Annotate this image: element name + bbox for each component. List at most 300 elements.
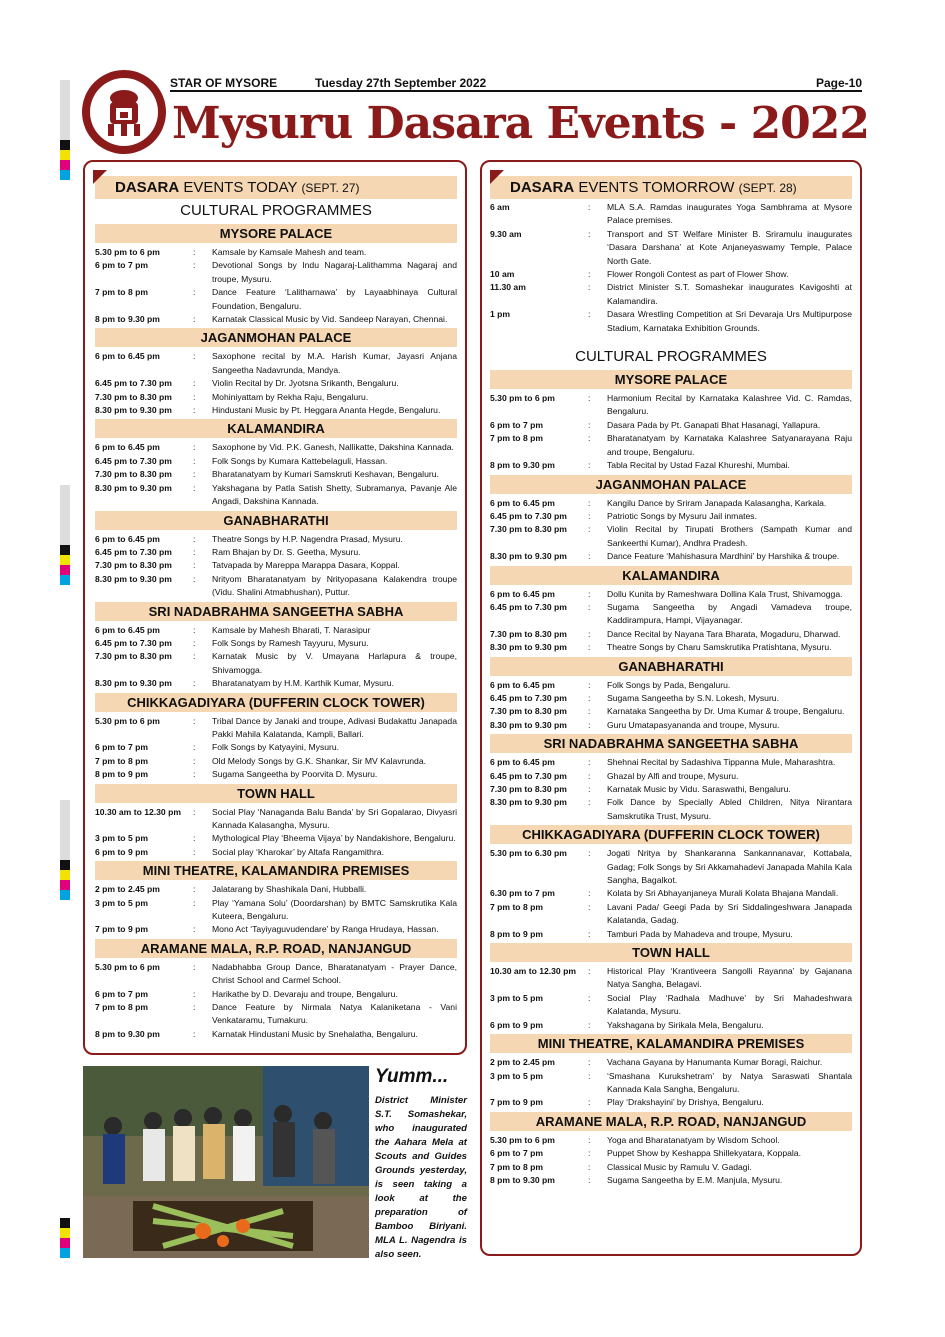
event-description: Harikathe by D. Devaraju and troupe, Bengaluru. (212, 988, 398, 999)
event-time: 7 pm to 8 pm (95, 1002, 149, 1013)
event-row (95, 806, 457, 833)
event-row (490, 965, 852, 992)
event-row (95, 573, 457, 600)
venue-heading: SRI NADABRAHMA SANGEETHA SABHA (95, 602, 457, 621)
separator: : (193, 1002, 196, 1013)
separator: : (193, 391, 196, 402)
event-description: ‘Smashana Kurukshetram’ by Natya Saraswati Shantala Kannada Kala Sangha, Bengaluru. (607, 1070, 852, 1094)
event-time: 6.45 pm to 7.30 pm (490, 601, 567, 612)
events-today-heading: DASARA EVENTS TODAY (SEPT. 27) (95, 176, 457, 199)
separator: : (588, 928, 591, 939)
separator: : (193, 924, 196, 935)
separator: : (588, 628, 591, 639)
separator: : (588, 1134, 591, 1145)
event-time: 6 pm to 6.45 pm (95, 533, 160, 544)
event-time: 7.30 pm to 8.30 pm (490, 706, 567, 717)
event-row (490, 887, 852, 900)
separator: : (588, 757, 591, 768)
event-time: 5.30 pm to 6 pm (95, 715, 160, 726)
event-time: 10 am (490, 269, 515, 280)
event-description: Puppet Show by Keshappa Shillekyatara, Koppala. (607, 1148, 801, 1159)
event-time: 8 pm to 9.30 pm (490, 460, 555, 471)
event-description: Guru Umatapasyananda and troupe, Mysuru. (607, 719, 780, 730)
event-time: 6.45 pm to 7.30 pm (490, 770, 567, 781)
event-row (95, 677, 457, 690)
event-row (95, 533, 457, 546)
event-time: 8.30 pm to 9.30 pm (490, 719, 567, 730)
event-description: District Minister S.T. Somashekar inaugurates Kavigoshti at Kalamandira. (607, 282, 852, 306)
corner-flag-icon (93, 170, 107, 184)
separator: : (588, 228, 591, 239)
event-row (490, 847, 852, 887)
separator: : (193, 988, 196, 999)
separator: : (588, 642, 591, 653)
separator: : (588, 797, 591, 808)
event-time: 5.30 pm to 6 pm (95, 247, 160, 257)
event-description: Kolata by Sri Abhayanjaneya Murali Kolata Bhajana Mandali. (607, 888, 839, 899)
event-description: Dasara Pada by Pt. Ganapati Bhat Hasanagi, Yallapura. (607, 419, 821, 430)
event-description: Dance Feature ‘Lalitharnawa’ by Layaabhinaya Cultural Foundation, Bengaluru. (212, 287, 457, 311)
event-row (490, 796, 852, 823)
page-number: Page-10 (815, 76, 862, 90)
today-venue-list (95, 224, 457, 1041)
event-time: 6 pm to 9 pm (95, 846, 149, 857)
event-row (490, 268, 852, 281)
event-row (95, 404, 457, 417)
event-row (490, 1174, 852, 1187)
event-time: 1 pm (490, 309, 511, 320)
event-time: 8 pm to 9.30 pm (490, 1174, 555, 1185)
separator: : (193, 405, 196, 416)
event-row (490, 281, 852, 308)
event-row (95, 441, 457, 454)
event-time: 5.30 pm to 6 pm (490, 1134, 555, 1145)
event-row (490, 1147, 852, 1160)
separator: : (193, 442, 196, 453)
event-time: 2 pm to 2.45 pm (490, 1057, 555, 1068)
separator: : (193, 637, 196, 648)
event-time: 6 pm to 6.45 pm (95, 351, 160, 362)
separator: : (588, 393, 591, 404)
separator: : (193, 546, 196, 557)
event-description: Bharatanatyam by Kumari Samskruti Keshavan, Bengaluru. (212, 469, 439, 480)
separator: : (193, 455, 196, 466)
event-time: 5.30 pm to 6.30 pm (490, 848, 567, 859)
event-description: Bharatanatyam by H.M. Karthik Kumar, Mysuru. (212, 678, 394, 689)
event-description: Mohiniyattam by Rekha Raju, Bengaluru. (212, 391, 369, 402)
event-row (490, 692, 852, 705)
event-time: 3 pm to 5 pm (95, 897, 149, 908)
venue-heading: JAGANMOHAN PALACE (95, 328, 457, 347)
separator: : (193, 260, 196, 271)
event-row (490, 1161, 852, 1174)
event-description: Saxophone by Vid. P.K. Ganesh, Nallikatte, Dakshina Kannada. (212, 442, 454, 453)
event-description: MLA S.A. Ramdas inaugurates Yoga Sambhrama at Mysore Palace premises. (607, 202, 852, 226)
event-row (490, 1070, 852, 1097)
event-row (95, 455, 457, 468)
venue-heading: SRI NADABRAHMA SANGEETHA SABHA (490, 734, 852, 753)
photo-caption-heading: Yumm... (375, 1066, 449, 1087)
venue-heading: ARAMANE MALA, R.P. ROAD, NANJANGUD (490, 1112, 852, 1131)
event-description: Classical Music by Ramulu V. Gadagi. (607, 1161, 752, 1172)
separator: : (588, 1174, 591, 1185)
tomorrow-venue-list (490, 370, 852, 1187)
separator: : (193, 806, 196, 817)
newspaper-name: STAR OF MYSORE (170, 76, 278, 90)
event-description: Karnatak Hindustani Music by Snehalatha, Bengaluru. (212, 1028, 418, 1039)
event-time: 6.45 pm to 7.30 pm (490, 692, 567, 703)
event-description: Patriotic Songs by Mysuru Jail inmates. (607, 510, 757, 521)
separator: : (193, 678, 196, 689)
photo-caption (375, 1066, 467, 1262)
event-row (490, 432, 852, 459)
event-row (490, 510, 852, 523)
venue-heading: KALAMANDIRA (95, 419, 457, 438)
event-description: Dollu Kunita by Rameshwara Dollina Kala Trust, Shivamogga. (607, 588, 843, 599)
venue-heading: JAGANMOHAN PALACE (490, 475, 852, 494)
event-row (490, 679, 852, 692)
separator: : (588, 1148, 591, 1159)
separator: : (588, 282, 591, 293)
separator: : (193, 378, 196, 389)
event-row (490, 756, 852, 769)
separator: : (588, 888, 591, 899)
event-time: 8.30 pm to 9.30 pm (490, 797, 567, 808)
event-description: Devotional Songs by Indu Nagaraj-Lalithamma Nagaraj and troupe, Mysuru. (212, 260, 457, 284)
event-row (95, 546, 457, 559)
event-row (490, 1019, 852, 1032)
separator: : (588, 551, 591, 562)
event-description: Saxophone recital by M.A. Harish Kumar, Jayasri Anjana Sangeetha Nadavrunda, Mandya. (212, 351, 457, 375)
event-time: 6 pm to 6.45 pm (490, 588, 555, 599)
separator: : (193, 715, 196, 726)
bamboo-biriyani-photo (83, 1066, 369, 1258)
event-description: Vachana Gayana by Hanumanta Kumar Boragi, Raichur. (607, 1057, 823, 1068)
events-today-panel (83, 160, 467, 1055)
event-row (95, 468, 457, 481)
event-description: Karnatak Classical Music by Vid. Sandeep Narayan, Chennai. (212, 314, 448, 325)
event-description: Folk Songs by Ramesh Tayyuru, Mysuru. (212, 637, 369, 648)
separator: : (588, 1057, 591, 1068)
event-time: 3 pm to 5 pm (95, 833, 149, 844)
event-row (95, 1028, 457, 1041)
event-description: Historical Play ‘Krantiveera Sangolli Rayanna’ by Gajanana Natya Sangha, Belagavi. (607, 966, 852, 990)
event-row (490, 588, 852, 601)
venue-heading: GANABHARATHI (490, 657, 852, 676)
separator: : (193, 482, 196, 493)
registration-marks-lower (60, 800, 70, 900)
events-tomorrow-panel (480, 160, 862, 1256)
event-description: Tribal Dance by Janaki and troupe, Adivasi Budakattu Janapada Pakki Mahila Kalatanda, Kampli, Ballari. (212, 715, 457, 739)
event-time: 7.30 pm to 8.30 pm (490, 524, 567, 535)
event-row (95, 1001, 457, 1028)
event-description: Nrityom Bharatanatyam by Nrityopasana Kalakendra troupe (Vidu. Shalini Atmabhushan), Puttur. (212, 573, 457, 598)
event-description: Mono Act ‘Tayiyaguvudendare’ by Ranga Hrudaya, Hassan. (212, 924, 439, 935)
event-description: Tabla Recital by Ustad Fazal Khureshi, Mumbai. (607, 460, 790, 471)
event-description: Folk Songs by Kumara Kattebelaguli, Hassan. (212, 455, 388, 466)
event-time: 8.30 pm to 9.30 pm (95, 482, 172, 493)
separator: : (193, 769, 196, 780)
event-row (95, 846, 457, 859)
event-description: Sugama Sangeetha by S.N. Lokesh, Mysuru. (607, 692, 779, 703)
venue-heading: ARAMANE MALA, R.P. ROAD, NANJANGUD (95, 939, 457, 958)
event-row (95, 391, 457, 404)
event-row (490, 783, 852, 796)
photo-caption-text: District Minister S.T. Somashekar, who inaugurated the Aahara Mela at Scouts and Guides Grounds yesterday, is seen taking a look at the preparation of Bamboo Biriyani. MLA L. Nagendra is also seen. (375, 1095, 467, 1260)
separator: : (193, 573, 196, 584)
event-row (95, 988, 457, 1001)
venue-heading: KALAMANDIRA (490, 566, 852, 585)
event-time: 11.30 am (490, 282, 526, 293)
event-description: Yakshagana by Patla Satish Shetty, Subramanya, Pavanje Ale Angadi, Dakshina Kannada. (212, 482, 457, 507)
event-row (490, 419, 852, 432)
separator: : (193, 755, 196, 766)
event-time: 6 pm to 7 pm (95, 260, 149, 271)
event-row (95, 482, 457, 509)
event-time: 6.45 pm to 7.30 pm (95, 455, 172, 466)
event-time: 7.30 pm to 8.30 pm (490, 784, 567, 794)
event-time: 7.30 pm to 8.30 pm (95, 560, 172, 571)
event-time: 6.45 pm to 7.30 pm (95, 546, 172, 557)
event-row (490, 928, 852, 941)
dasara-logo-icon (80, 68, 168, 156)
event-row (490, 308, 852, 335)
event-row (490, 459, 852, 472)
event-description: Sugama Sangeetha by Angadi Vamadeva troupe, Kaddirampura, Hampi, Vijayanagar. (607, 601, 852, 626)
venue-heading: TOWN HALL (95, 784, 457, 803)
event-description: Social Play ‘Nanaganda Balu Banda’ by Sri Gopalarao, Divyasri Kannada Kalasangha, Mysuru. (212, 806, 457, 830)
event-time: 6 pm to 6.45 pm (95, 624, 160, 635)
event-row (490, 705, 852, 718)
separator: : (588, 433, 591, 444)
events-tomorrow-heading: DASARA EVENTS TOMORROW (SEPT. 28) (490, 176, 852, 199)
event-time: 6.45 pm to 7.30 pm (490, 510, 567, 521)
venue-heading: TOWN HALL (490, 943, 852, 962)
separator: : (588, 510, 591, 521)
event-description: Hindustani Music by Pt. Heggara Ananta Hegde, Bengaluru. (212, 405, 441, 416)
event-description: Kangilu Dance by Sriram Janapada Kalasangha, Karkala. (607, 497, 827, 508)
separator: : (193, 897, 196, 908)
event-description: Karnatak Music by Vidu. Saraswathi, Bengaluru. (607, 784, 791, 794)
event-time: 7 pm to 8 pm (490, 1161, 544, 1172)
event-time: 8.30 pm to 9.30 pm (95, 678, 172, 689)
event-description: Harmonium Recital by Karnataka Kalashree Vid. C. Ramdas, Bengaluru. (607, 393, 852, 417)
event-description: Violin Recital by Dr. Jyotsna Srikanth, Bengaluru. (212, 378, 399, 389)
event-time: 8 pm to 9 pm (490, 928, 544, 939)
separator: : (193, 469, 196, 480)
event-description: Dance Feature ‘Mahishasura Mardhini’ by Harshika & troupe. (607, 551, 840, 562)
separator: : (588, 269, 591, 280)
separator: : (588, 692, 591, 703)
separator: : (588, 1161, 591, 1172)
event-time: 7 pm to 8 pm (95, 755, 149, 766)
event-time: 7.30 pm to 8.30 pm (95, 391, 172, 402)
cultural-programmes-title: CULTURAL PROGRAMMES (575, 348, 767, 366)
event-time: 7.30 pm to 8.30 pm (490, 628, 567, 639)
event-row (95, 715, 457, 742)
event-description: Bharatanatyam by Karnataka Kalashree Satyanarayana Raju and troupe, Bengaluru. (607, 433, 852, 457)
separator: : (193, 846, 196, 857)
event-row (490, 992, 852, 1019)
event-row (490, 497, 852, 510)
event-description: Flower Rongoli Contest as part of Flower Show. (607, 269, 789, 280)
event-time: 6 pm to 7 pm (95, 742, 149, 753)
separator: : (588, 1019, 591, 1030)
event-row (490, 550, 852, 563)
separator: : (588, 497, 591, 508)
event-row (95, 624, 457, 637)
venue-heading: MINI THEATRE, KALAMANDIRA PREMISES (95, 861, 457, 880)
separator: : (588, 992, 591, 1003)
event-description: Folk Dance by Specially Abled Children, Nitya Nirantara Samskrutika Trust, Mysuru. (607, 797, 852, 821)
event-description: Folk Songs by Katyayini, Mysuru. (212, 742, 340, 753)
event-description: Violin Recital by Tirupati Brothers (Sampath Kumar and Sankeerthi Kumar), Andhra Pradesh. (607, 524, 852, 548)
separator: : (193, 742, 196, 753)
event-time: 7 pm to 8 pm (490, 901, 544, 912)
event-description: Yakshagana by Sirikala Mela, Bengaluru. (607, 1019, 764, 1030)
separator: : (193, 560, 196, 571)
event-time: 6 pm to 6.45 pm (490, 497, 555, 508)
separator: : (588, 1097, 591, 1108)
event-row (490, 901, 852, 928)
event-time: 6.30 pm to 7 pm (490, 888, 555, 899)
event-row (490, 201, 852, 228)
event-row (490, 601, 852, 628)
event-description: Play ‘Drakshayini’ by Drishya, Bengaluru. (607, 1097, 764, 1108)
event-time: 6 pm to 9 pm (490, 1019, 544, 1030)
separator: : (588, 770, 591, 781)
event-row (490, 228, 852, 268)
event-description: Shehnai Recital by Sadashiva Tippanna Mule, Maharashtra. (607, 757, 836, 768)
event-description: Kamsale by Kamsale Mahesh and team. (212, 247, 367, 257)
event-row (95, 961, 457, 988)
event-time: 5.30 pm to 6 pm (95, 961, 160, 972)
separator: : (193, 287, 196, 298)
venue-heading: GANABHARATHI (95, 511, 457, 530)
corner-flag-icon (490, 170, 504, 184)
event-description: Kamsale by Mahesh Bharati, T. Narasipur (212, 624, 371, 635)
event-description: Theatre Songs by H.P. Nagendra Prasad, Mysuru. (212, 533, 403, 544)
separator: : (588, 588, 591, 599)
event-row (95, 350, 457, 377)
event-time: 6 am (490, 202, 510, 212)
event-description: Folk Songs by Pada, Bengaluru. (607, 679, 731, 690)
event-row (490, 719, 852, 732)
event-time: 7.30 pm to 8.30 pm (95, 469, 172, 480)
event-description: Sugama Sangeetha by E.M. Manjula, Mysuru. (607, 1174, 783, 1185)
event-row (490, 1134, 852, 1147)
event-row (95, 259, 457, 286)
separator: : (588, 966, 591, 977)
event-row (490, 641, 852, 654)
event-time: 6 pm to 6.45 pm (490, 757, 555, 768)
separator: : (588, 524, 591, 535)
event-description: Old Melody Songs by G.K. Shankar, Sir MV Kalavrunda. (212, 755, 426, 766)
event-time: 6.45 pm to 7.30 pm (95, 378, 172, 389)
separator: : (588, 601, 591, 612)
separator: : (193, 247, 196, 257)
event-time: 8.30 pm to 9.30 pm (95, 405, 172, 416)
venue-heading: MINI THEATRE, KALAMANDIRA PREMISES (490, 1034, 852, 1053)
event-description: Theatre Songs by Charu Samskrutika Pratishtana, Mysuru. (607, 642, 832, 653)
separator: : (588, 1070, 591, 1081)
separator: : (588, 784, 591, 794)
venue-heading: MYSORE PALACE (490, 370, 852, 389)
event-time: 6 pm to 7 pm (95, 988, 149, 999)
separator: : (588, 848, 591, 859)
event-row (95, 768, 457, 781)
event-description: Sugama Sangeetha by Poorvita D. Mysuru. (212, 769, 378, 780)
separator: : (588, 202, 591, 212)
separator: : (588, 901, 591, 912)
event-row (95, 313, 457, 326)
event-row (95, 832, 457, 845)
separator: : (193, 884, 196, 895)
event-description: Yoga and Bharatanatyam by Wisdom School. (607, 1134, 780, 1145)
separator: : (193, 314, 196, 325)
event-time: 6.45 pm to 7.30 pm (95, 637, 172, 648)
event-row (95, 923, 457, 936)
event-row (95, 637, 457, 650)
event-description: Social play ‘Kharokar’ by Altafa Rangamithra. (212, 846, 384, 857)
event-time: 7 pm to 9 pm (95, 924, 149, 935)
event-row (490, 392, 852, 419)
event-time: 6 pm to 6.45 pm (95, 442, 160, 453)
event-time: 5.30 pm to 6 pm (490, 393, 555, 404)
event-description: Social Play ‘Radhala Madhuve’ by Sri Mahadeshwara Kalatanda, Mysuru. (607, 992, 852, 1017)
event-description: Karnataka Sangeetha by Dr. Uma Kumar & troupe, Bengaluru. (607, 706, 845, 717)
venue-heading: MYSORE PALACE (95, 224, 457, 243)
separator: : (193, 533, 196, 544)
venue-heading: CHIKKAGADIYARA (DUFFERIN CLOCK TOWER) (490, 825, 852, 844)
event-description: Karnatak Music by V. Umayana Harlapura & troupe, Shivamogga. (212, 651, 457, 675)
event-row (95, 897, 457, 924)
event-description: Jogati Nritya by Shankaranna Sankannanavar, Kottabala, Gadag; Folk Songs by Sri Akkamahadevi Janapada Mahila Kala Sangha, Bagalkot. (607, 848, 852, 886)
event-description: Dance Recital by Nayana Tara Bharata, Mogaduru, Dharwad. (607, 628, 841, 639)
tomorrow-general-events (490, 201, 852, 335)
event-time: 8 pm to 9 pm (95, 769, 149, 780)
separator: : (193, 651, 196, 662)
event-description: Jalatarang by Shashikala Dani, Hubballi. (212, 884, 367, 895)
event-time: 10.30 am to 12.30 pm (95, 806, 181, 817)
event-time: 7 pm to 8 pm (95, 287, 149, 298)
event-time: 8.30 pm to 9.30 pm (490, 551, 567, 562)
event-row (490, 770, 852, 783)
separator: : (193, 351, 196, 362)
separator: : (588, 460, 591, 471)
event-time: 8 pm to 9.30 pm (95, 1028, 160, 1039)
event-row (95, 883, 457, 896)
event-description: Dance Feature by Nirmala Natya Kalaniketana - Vani Venkataramu, Tumakuru. (212, 1002, 457, 1026)
separator: : (193, 1028, 196, 1039)
newspaper-header-line (170, 76, 862, 92)
event-description: Mythological Play ‘Bheema Vijaya’ by Nandakishore, Bengaluru. (212, 833, 456, 844)
event-time: 7 pm to 9 pm (490, 1097, 544, 1108)
event-description: Nadabhabba Group Dance, Bharatanatyam - Prayer Dance, Christ School and Carmel School. (212, 961, 457, 986)
venue-heading: CHIKKAGADIYARA (DUFFERIN CLOCK TOWER) (95, 693, 457, 712)
event-time: 8.30 pm to 9.30 pm (490, 642, 567, 653)
event-time: 7 pm to 8 pm (490, 433, 544, 444)
event-row (490, 523, 852, 550)
separator: : (588, 719, 591, 730)
separator: : (193, 624, 196, 635)
event-time: 3 pm to 5 pm (490, 1070, 544, 1081)
event-time: 9.30 am (490, 228, 522, 239)
event-row (490, 1056, 852, 1069)
separator: : (588, 679, 591, 690)
event-time: 8.30 pm to 9.30 pm (95, 573, 172, 584)
event-row (95, 286, 457, 313)
